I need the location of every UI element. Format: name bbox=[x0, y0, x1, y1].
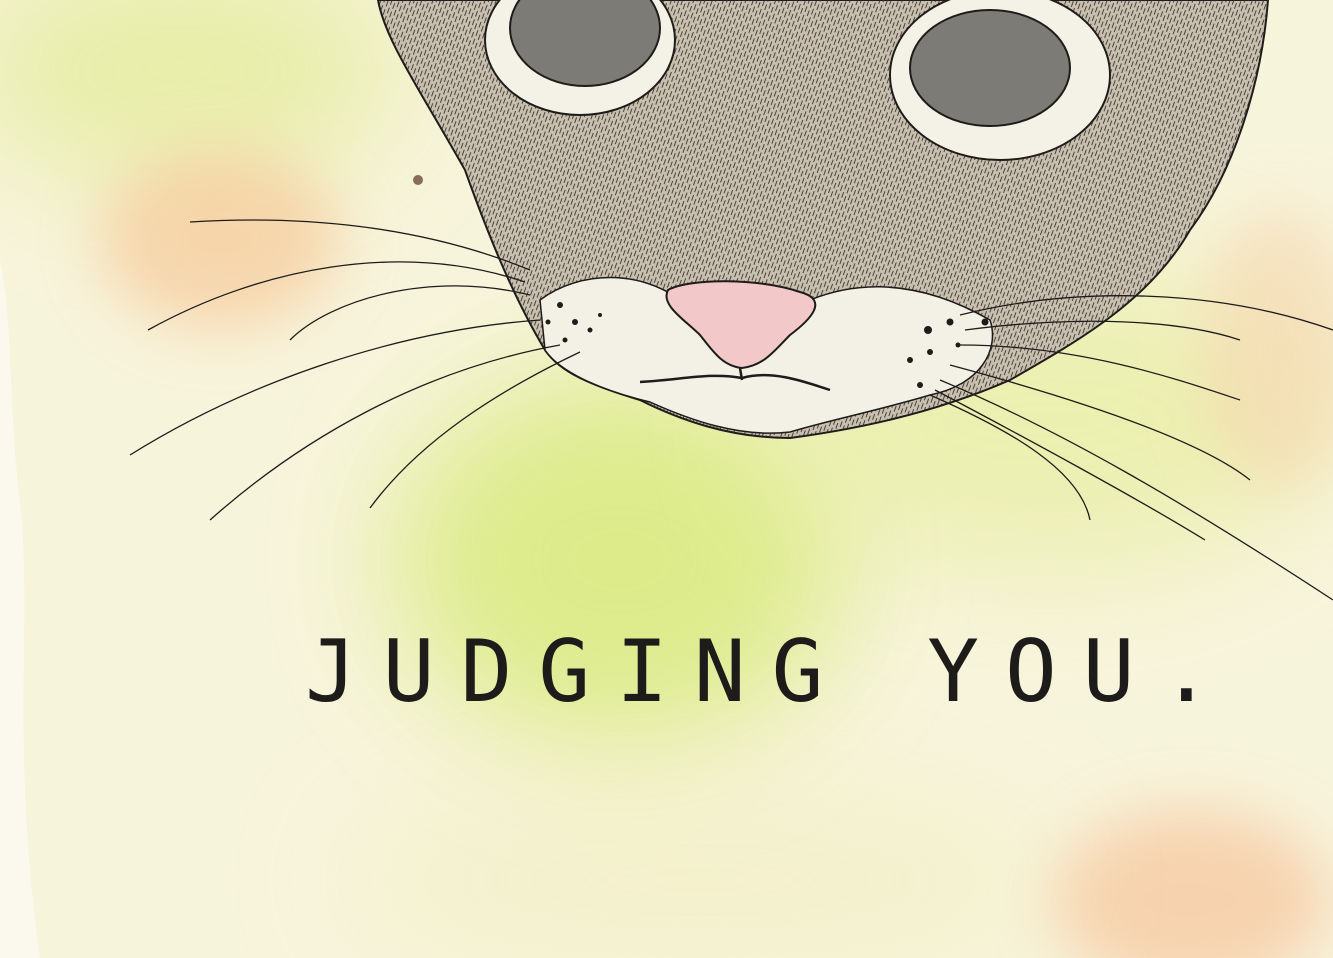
caption-text: JUDGING YOU. bbox=[305, 622, 1239, 722]
cat-eye-right bbox=[890, 0, 1110, 160]
